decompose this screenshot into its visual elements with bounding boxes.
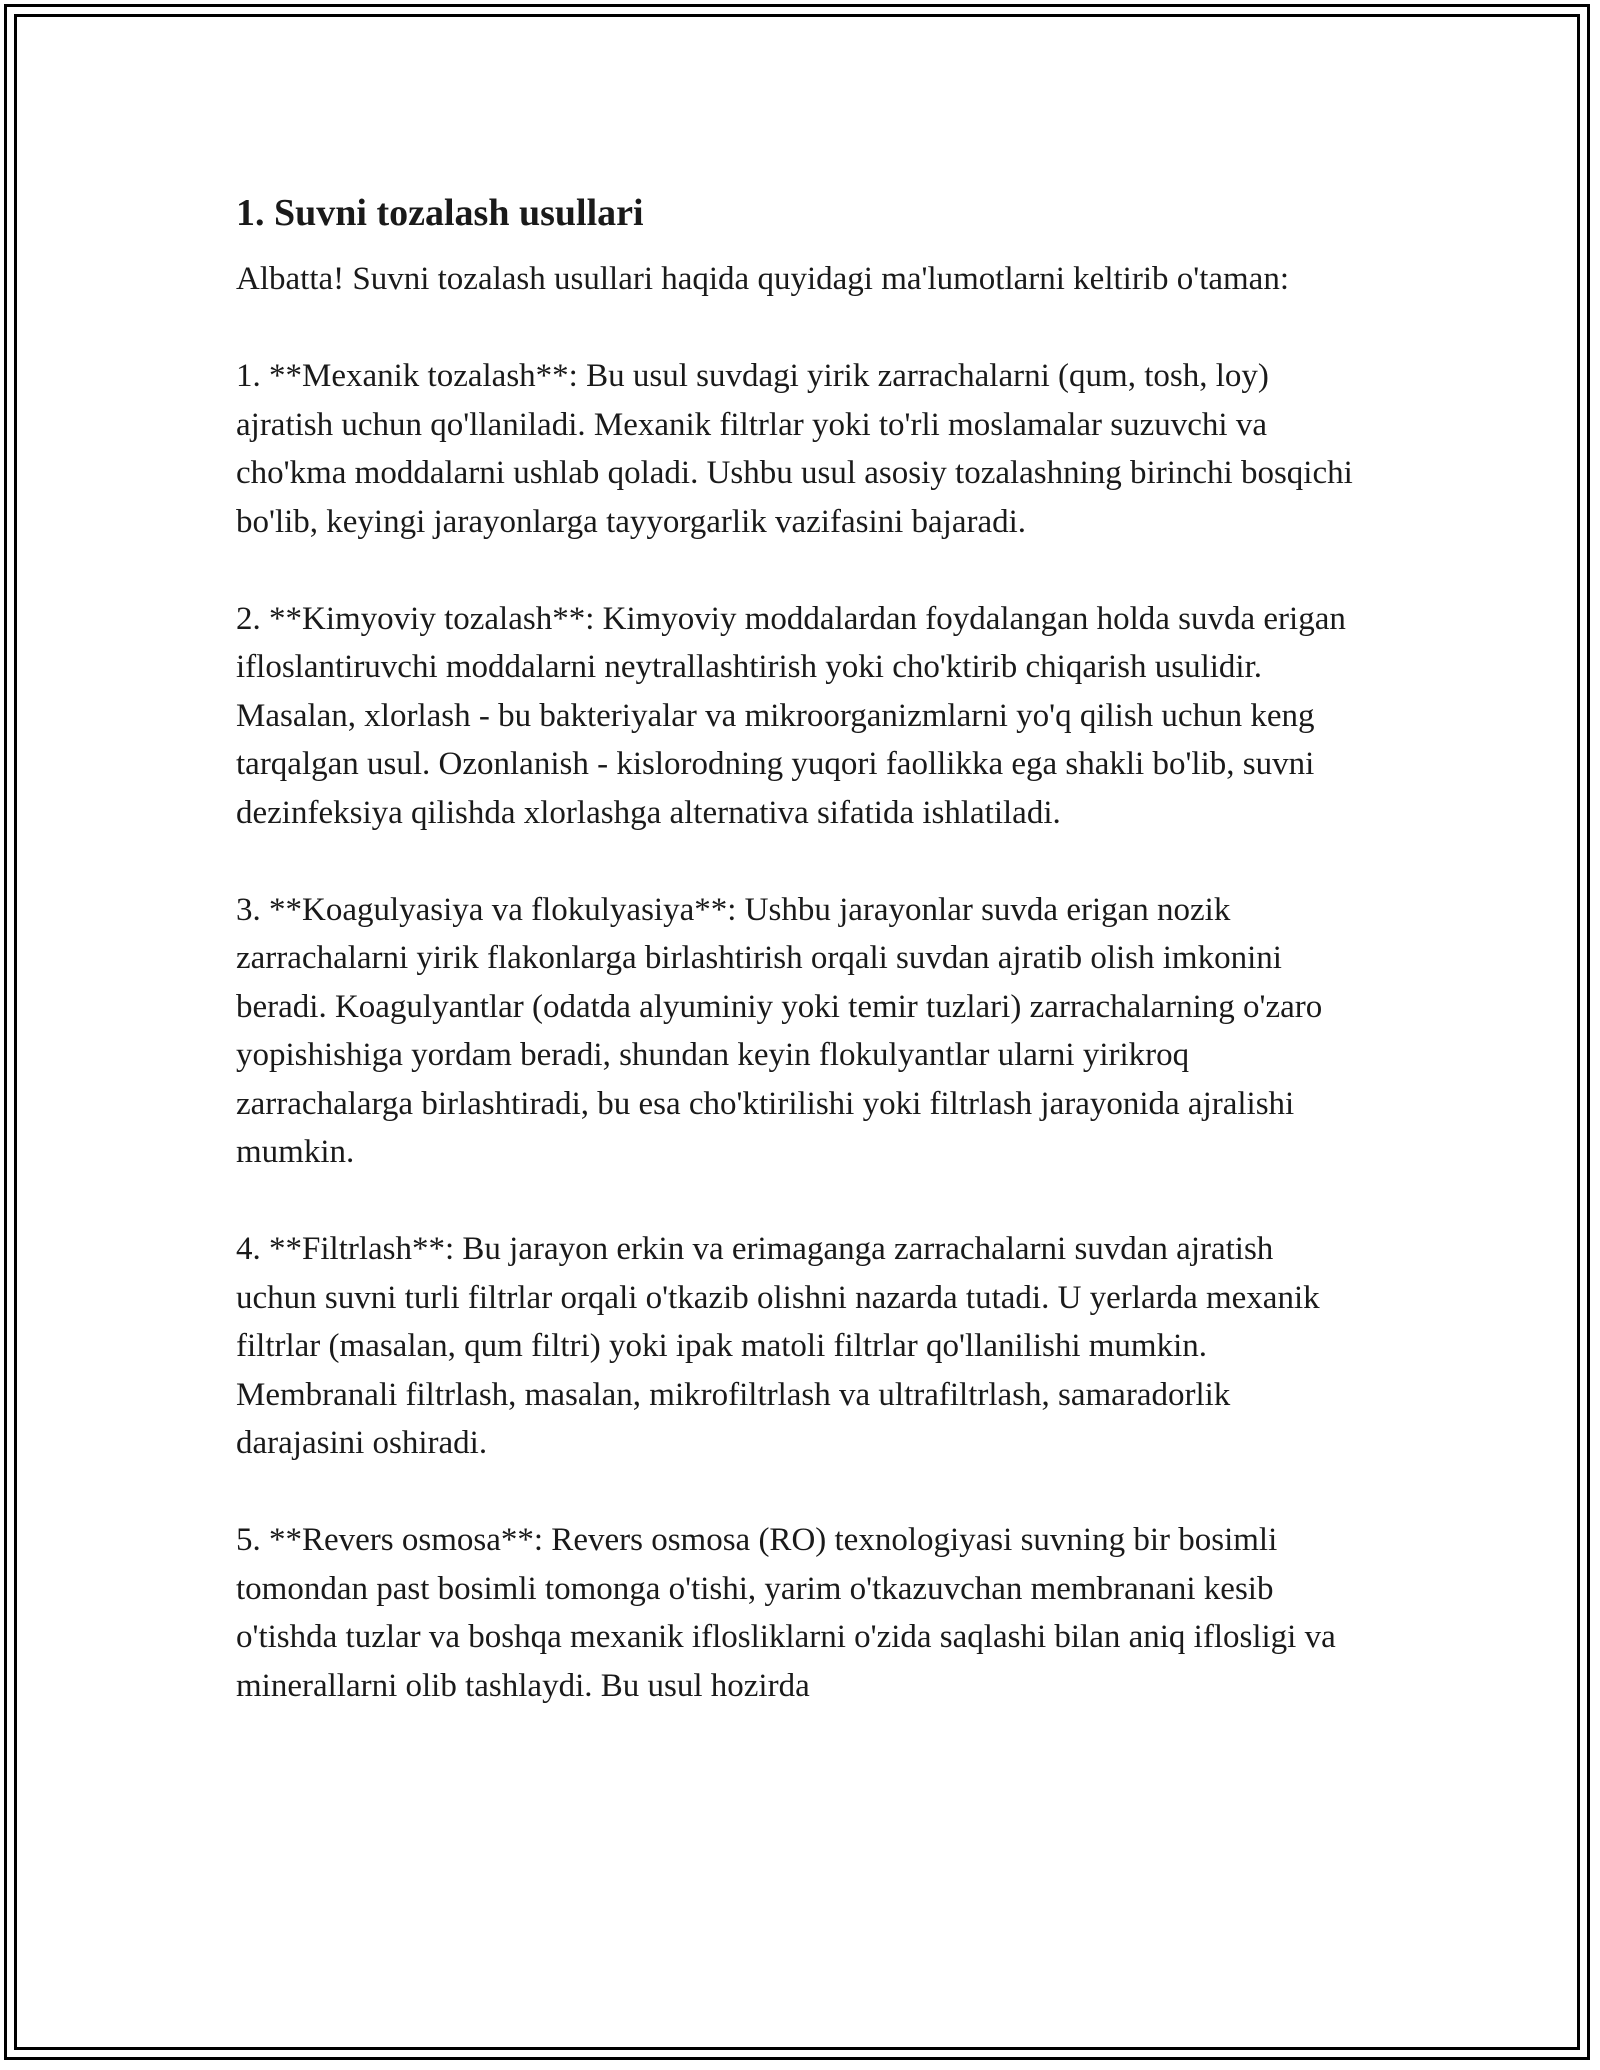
paragraph-mexanik-tozalash: 1. **Mexanik tozalash**: Bu usul suvdagi yirik zarrachalarni (qum, tosh, loy) ajratish uchun qo'llaniladi. Mexanik filtrlar yoki to'rli moslamalar suzuvchi va cho'kma moddalarni ushlab qoladi. Ushbu usul asosiy tozalashning birinchi bosqichi bo'lib, keyingi jarayonlarga tayyorgarlik vazifasini bajaradi. — [236, 358, 1353, 540]
document-body — [236, 187, 1356, 1759]
paragraph-revers-osmosa: 5. **Revers osmosa**: Revers osmosa (RO) texnologiyasi suvning bir bosimli tomondan past bosimli tomonga o'tishi, yarim o'tkazuvchan membranani kesib o'tishda tuzlar va boshqa mexanik iflosliklarni o'zida saqlashi bilan aniq iflosligi va minerallarni olib tashlaydi. Bu usul hozirda — [236, 1522, 1336, 1704]
paragraph-kimyoviy-tozalash: 2. **Kimyoviy tozalash**: Kimyoviy moddalardan foydalangan holda suvda erigan ifloslantiruvchi moddalarni neytrallashtirish yoki cho'ktirib chiqarish usulidir. Masalan, xlorlash - bu bakteriyalar va mikroorganizmlarni yo'q qilish uchun keng tarqalgan usul. Ozonlanish - kislorodning yuqori faollikka ega shakli bo'lib, suvni dezinfeksiya qilishda xlorlashga alternativa sifatida ishlatiladi. — [236, 600, 1346, 831]
paragraph-koagulyasiya: 3. **Koagulyasiya va flokulyasiya**: Ushbu jarayonlar suvda erigan nozik zarrachalarni yirik flakonlarga birlashtirish orqali suvdan ajratib olish imkonini beradi. Koagulyantlar (odatda alyuminiy yoki temir tuzlari) zarrachalarning o'zaro yopishishiga yordam beradi, shundan keyin flokulyantlar ularni yirikroq zarrachalarga birlashtiradi, bu esa cho'ktirilishi yoki filtrlash jarayonida ajralishi mumkin. — [236, 891, 1323, 1170]
document-title: 1. Suvni tozalash usullari — [236, 192, 644, 234]
intro-paragraph: Albatta! Suvni tozalash usullari haqida quyidagi ma'lumotlarni keltirib o'taman: — [236, 261, 1289, 297]
paragraph-filtrlash: 4. **Filtrlash**: Bu jarayon erkin va erimaganga zarrachalarni suvdan ajratish uchun suvni turli filtrlar orqali o'tkazib olishni nazarda tutadi. U yerlarda mexanik filtrlar (masalan, qum filtri) yoki ipak matoli filtrlar qo'llanilishi mumkin. Membranali filtrlash, masalan, mikrofiltrlash va ultrafiltrlash, samaradorlik darajasini oshiradi. — [236, 1231, 1320, 1461]
